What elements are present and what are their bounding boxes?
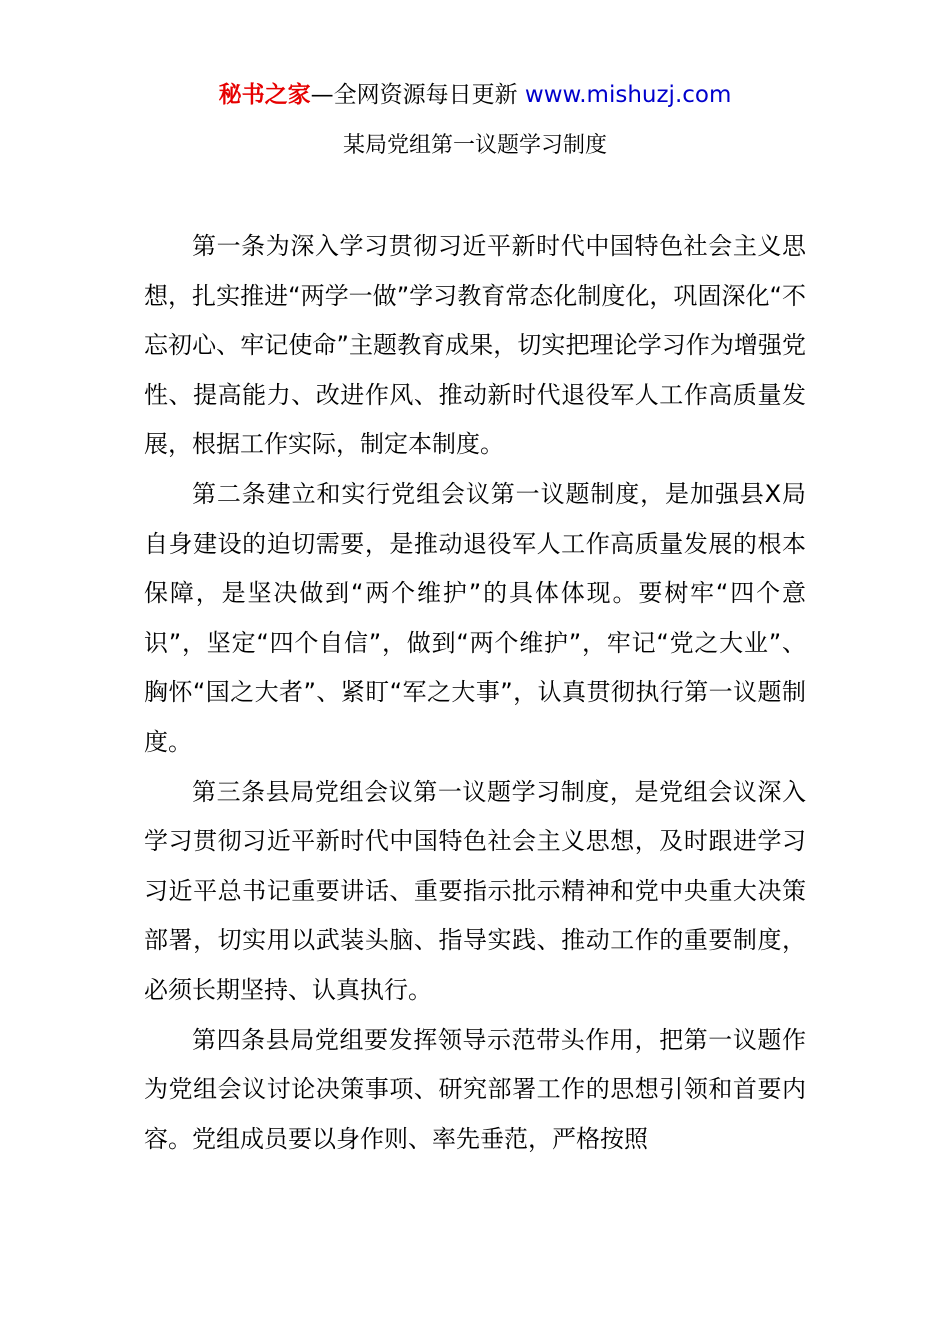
article-2-paragraph: 第二条建立和实行党组会议第一议题制度，是加强县X局自身建设的迫切需要，是推动退役军人工作高质量发展的根本保障，是坚决做到“两个维护”的具体体现。要树牢“四个意识”，坚定“四个自信”，做到“两个维护”，牢记“党之大业”、胸怀“国之大者”、紧盯“军之大事”，认真贯彻执行第一议题制度。 (144, 479, 806, 756)
document-body (144, 222, 806, 1164)
site-url-link[interactable]: www.mishuzj.com (524, 82, 732, 108)
article-3-paragraph: 第三条县局党组会议第一议题学习制度，是党组会议深入学习贯彻习近平新时代中国特色社会主义思想，及时跟进学习习近平总书记重要讲话、重要指示批示精神和党中央重大决策部署，切实用以武装头脑、指导实践、推动工作的重要制度，必须长期坚持、认真执行。 (144, 777, 806, 1004)
document-title: 某局党组第一议题学习制度 (342, 133, 607, 158)
site-header (0, 78, 950, 112)
site-brand: 秘书之家 (218, 82, 311, 108)
article-4-paragraph: 第四条县局党组要发挥领导示范带头作用，把第一议题作为党组会议讨论决策事项、研究部署工作的思想引领和首要内容。党组成员要以身作则、率先垂范，严格按照 (144, 1025, 806, 1153)
site-tagline: —全网资源每日更新 (310, 82, 518, 108)
article-1-paragraph: 第一条为深入学习贯彻习近平新时代中国特色社会主义思想，扎实推进“两学一做”学习教育常态化制度化，巩固深化“不忘初心、牢记使命”主题教育成果，切实把理论学习作为增强党性、提高能力、改进作风、推动新时代退役军人工作高质量发展，根据工作实际，制定本制度。 (144, 232, 806, 459)
